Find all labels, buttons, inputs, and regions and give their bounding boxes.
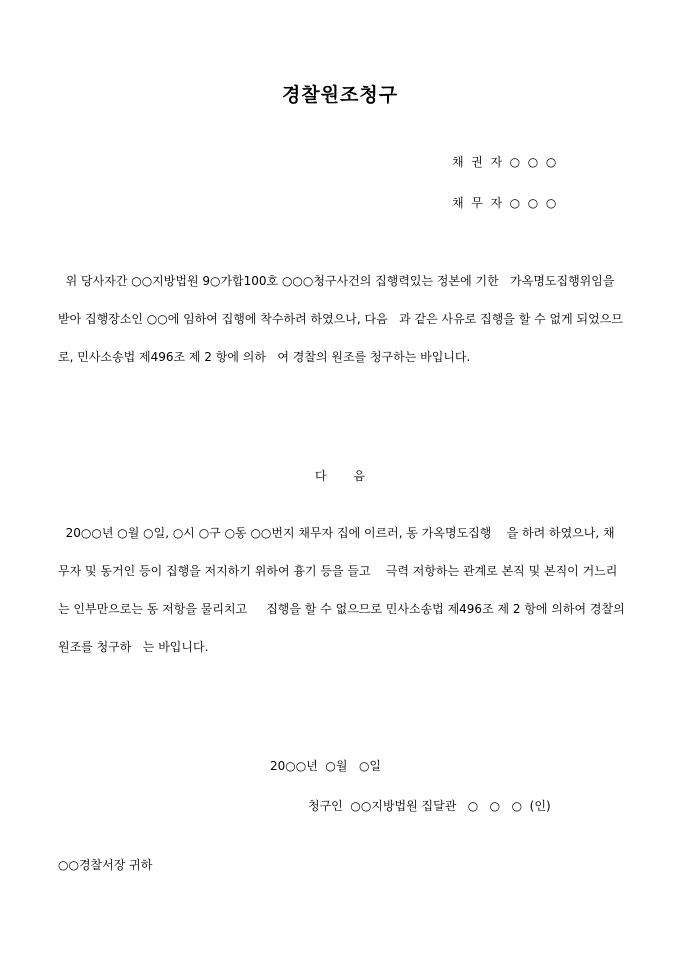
- document-date: 20○○년 ○월 ○일: [270, 759, 382, 773]
- section-heading: 다 음: [315, 469, 365, 483]
- reason-paragraph: 20○○년 ○월 ○일, ○시 ○구 ○동 ○○번지 채무자 집에 이르러, 동 가옥명도집행 을 하려 하였으나, 채무자 및 동거인 등이 집행을 저지하기 위하여 흉기 등을 들고 극력 저항하는 관계로 본직 및 본직이 거느리는 인부만으로는 동 저항을 물리치고 집행을 할 수 없으므로 민사소송법 제496조 제 2 항에 의하여 경찰의 원조를 청구하 는 바입니다.: [58, 526, 629, 654]
- recipient-line: ○○경찰서장 귀하: [58, 858, 153, 872]
- debtor-line: 채 무 자 ○ ○ ○: [452, 196, 557, 210]
- claimant-signature: 청구인 ○○지방법원 집달관 ○ ○ ○ (인): [308, 799, 551, 813]
- request-paragraph: 위 당사자간 ○○지방법원 9○가합100호 ○○○청구사건의 집행력있는 정본에 기한 가옥명도집행위임을 받아 집행장소인 ○○에 임하여 집행에 착수하려 하였으나, 다음 과 같은 사유로 집행을 할 수 없게 되었으므로, 민사소송법 제496조 제 2 항에 의하 여 경찰의 원조를 청구하는 바입니다.: [58, 274, 623, 364]
- document-title: 경찰원조청구: [281, 84, 399, 106]
- creditor-line: 채 권 자 ○ ○ ○: [452, 155, 557, 169]
